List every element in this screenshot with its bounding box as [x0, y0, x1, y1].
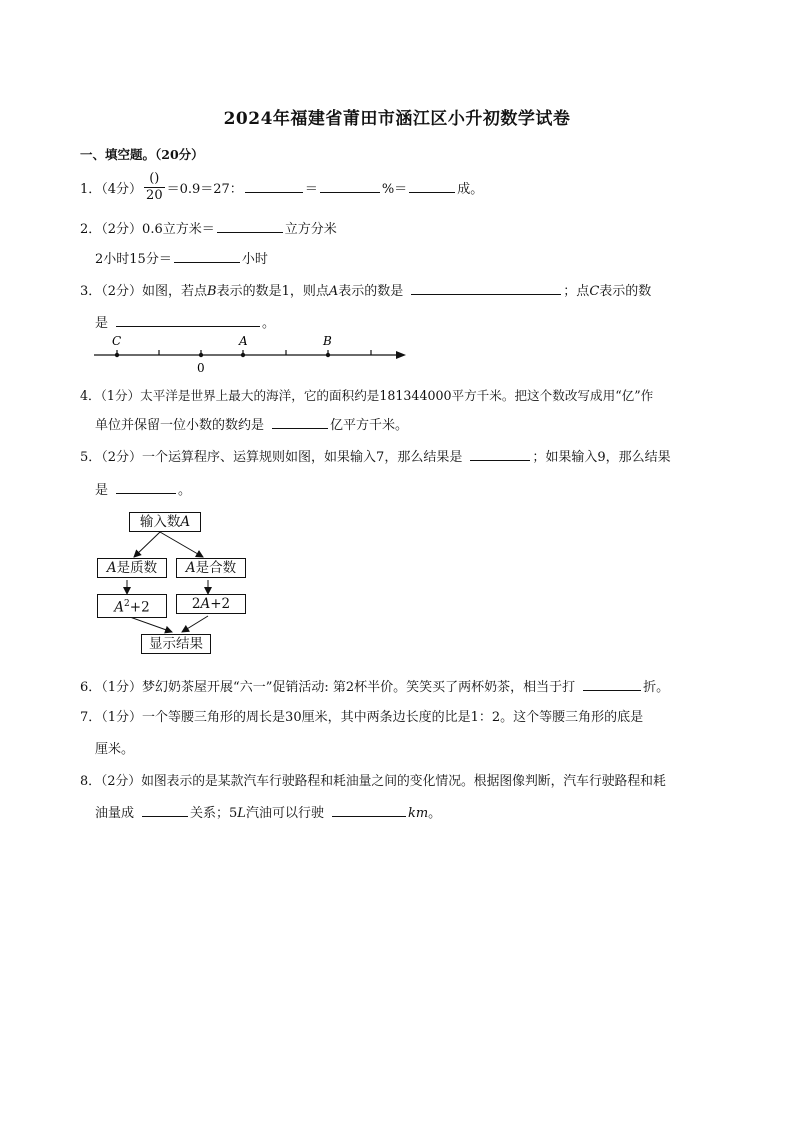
question-8: 8．（2分）如图表示的是某款汽车行驶路程和耗油量之间的变化情况。根据图像判断，汽车行驶路程和耗: [80, 774, 666, 789]
answer-blank[interactable]: [320, 179, 380, 193]
answer-blank[interactable]: [409, 179, 455, 193]
question-2: 2．（2分）0.6立方米＝ 立方分米: [80, 218, 337, 237]
answer-blank[interactable]: [116, 313, 260, 327]
label-zero: 0: [197, 361, 205, 375]
answer-blank[interactable]: [142, 803, 188, 817]
flow-input-box: 输入数A: [129, 512, 201, 532]
answer-blank[interactable]: [583, 677, 641, 691]
question-4: 4．（1分）太平洋是世界上最大的海洋，它的面积约是181344000平方千米。把这个数改写成用“亿”作: [80, 388, 654, 403]
flow-square-plus-two-box: $A^2+2$: [97, 594, 167, 618]
question-5-line2: 是 。: [95, 479, 191, 498]
page-title: 2024年福建省莆田市涵江区小升初数学试卷: [223, 109, 571, 129]
section-heading: 一、填空题。（20分）: [80, 147, 204, 162]
question-8-line2: 油量成 关系；5L汽油可以行驶 km。: [95, 802, 441, 821]
question-7-line2: 厘米。: [95, 742, 135, 757]
question-6: 6．（1分）梦幻奶茶屋开展“六一”促销活动: 第2杯半价。笑笑买了两杯奶茶，相当于打 折。: [80, 676, 669, 695]
flow-result-box: 显示结果: [141, 634, 211, 654]
question-1: 1．（4分） $\frac{()}{20}$ ＝0.9＝27： ＝ %＝ 成。: [80, 171, 484, 203]
question-3-line2: 是 。: [95, 312, 275, 331]
answer-blank[interactable]: [116, 480, 176, 494]
fraction: $\frac{()}{20}$: [146, 171, 163, 203]
question-4-line2: 单位并保留一位小数的数约是 亿平方千米。: [95, 414, 408, 433]
answer-blank[interactable]: [174, 249, 240, 263]
question-2-line2: 2小时15分＝ 小时: [95, 248, 268, 267]
answer-blank[interactable]: [411, 281, 561, 295]
answer-blank[interactable]: [272, 415, 328, 429]
answer-blank[interactable]: [470, 447, 530, 461]
flow-double-plus-two-box: 2A+2: [176, 594, 246, 614]
question-7: 7．（1分）一个等腰三角形的周长是30厘米，其中两条边长度的比是1：2。这个等腰三角形的底是: [80, 710, 644, 725]
label-c: C: [112, 334, 122, 348]
flow-prime-box: A是质数: [97, 558, 167, 578]
number-line: [90, 330, 410, 380]
answer-blank[interactable]: [245, 179, 303, 193]
flow-composite-box: A是合数: [176, 558, 246, 578]
question-5: 5．（2分）一个运算程序、运算规则如图，如果输入7，那么结果是 ；如果输入9，那么结果: [80, 446, 671, 465]
answer-blank[interactable]: [332, 803, 406, 817]
question-3: 3．（2分）如图，若点B表示的数是1，则点A表示的数是 ；点C表示的数: [80, 280, 651, 299]
answer-blank[interactable]: [217, 219, 283, 233]
label-b: B: [323, 334, 332, 348]
label-a: A: [239, 334, 248, 348]
